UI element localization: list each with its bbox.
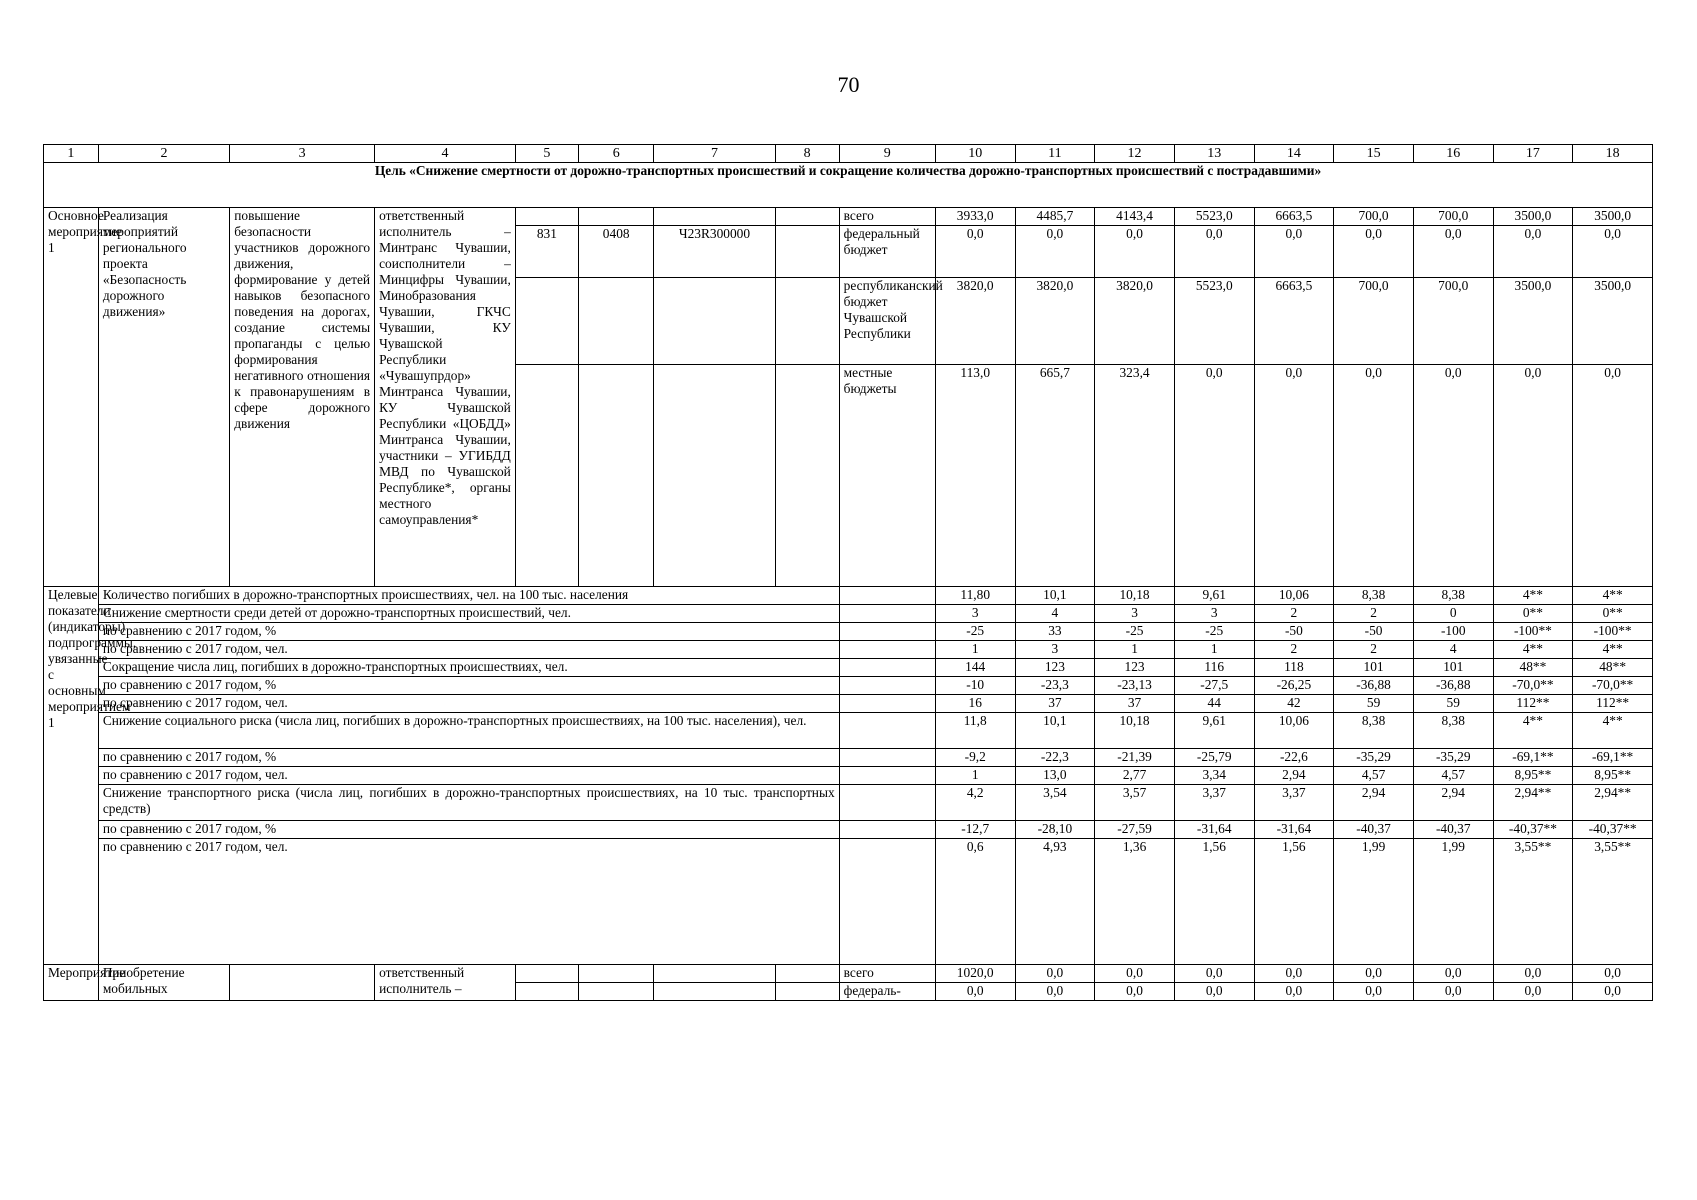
value-cell: -28,10 <box>1015 821 1095 839</box>
value-cell: -69,1** <box>1573 749 1653 767</box>
value-cell: 0,0 <box>1015 965 1095 983</box>
column-number: 14 <box>1254 145 1334 163</box>
value-cell: 1,36 <box>1095 839 1175 965</box>
value-cell: 8,95** <box>1493 767 1573 785</box>
value-cell: 10,1 <box>1015 587 1095 605</box>
value-cell: 0,0 <box>1095 226 1175 278</box>
value-cell: 665,7 <box>1015 365 1095 587</box>
funding-source: федераль- <box>839 983 935 1001</box>
value-cell: 6663,5 <box>1254 278 1334 365</box>
value-cell: 37 <box>1095 695 1175 713</box>
value-cell: 116 <box>1174 659 1254 677</box>
value-cell: 700,0 <box>1413 208 1493 226</box>
empty-cell <box>839 659 935 677</box>
value-cell: 1020,0 <box>935 965 1015 983</box>
value-cell: 10,06 <box>1254 587 1334 605</box>
value-cell: 1 <box>935 767 1015 785</box>
value-cell: -40,37** <box>1493 821 1573 839</box>
value-cell: 9,61 <box>1174 587 1254 605</box>
value-cell: 4,2 <box>935 785 1015 821</box>
goal-row <box>44 163 1653 208</box>
value-cell: 0,0 <box>1413 983 1493 1001</box>
value-cell: 700,0 <box>1334 278 1414 365</box>
value-cell: 0,6 <box>935 839 1015 965</box>
value-cell: 0,0 <box>935 983 1015 1001</box>
funding-source: всего <box>839 965 935 983</box>
grbs-code: 831 <box>515 226 578 278</box>
column-number: 1 <box>44 145 99 163</box>
indicator-row <box>44 659 1653 677</box>
activity-type: Основное мероприятие 1 <box>44 208 99 587</box>
value-cell: 3 <box>935 605 1015 623</box>
value-cell: -25 <box>1174 623 1254 641</box>
empty-cell <box>839 749 935 767</box>
indicator-row <box>44 641 1653 659</box>
value-cell: 0,0 <box>1493 965 1573 983</box>
value-cell: 113,0 <box>935 365 1015 587</box>
value-cell: -31,64 <box>1254 821 1334 839</box>
value-cell: 0,0 <box>1254 965 1334 983</box>
value-cell: 3,55** <box>1573 839 1653 965</box>
value-cell: 8,38 <box>1413 713 1493 749</box>
value-cell: 0,0 <box>1334 965 1414 983</box>
empty-cell <box>775 365 839 587</box>
value-cell: 0** <box>1573 605 1653 623</box>
value-cell: 0,0 <box>1413 965 1493 983</box>
value-cell: 3,55** <box>1493 839 1573 965</box>
empty-cell <box>839 605 935 623</box>
empty-cell <box>839 839 935 965</box>
empty-cell <box>839 767 935 785</box>
value-cell: -70,0** <box>1573 677 1653 695</box>
value-cell: 2 <box>1254 641 1334 659</box>
value-cell: 13,0 <box>1015 767 1095 785</box>
indicator-label: по сравнению с 2017 годом, чел. <box>98 767 839 785</box>
indicator-label: по сравнению с 2017 годом, % <box>98 749 839 767</box>
value-cell: 2 <box>1334 641 1414 659</box>
value-cell: -70,0** <box>1493 677 1573 695</box>
value-cell: -27,59 <box>1095 821 1175 839</box>
indicators-title: Целевые показатели (индикаторы) подпрограммы, увязанные с основным мероприятием 1 <box>44 587 99 965</box>
value-cell: 2,94** <box>1493 785 1573 821</box>
value-cell: 3,57 <box>1095 785 1175 821</box>
value-cell: 48** <box>1573 659 1653 677</box>
value-cell: 0,0 <box>1573 365 1653 587</box>
indicator-label: Количество погибших в дорожно-транспортных происшествиях, чел. на 100 тыс. населения <box>98 587 839 605</box>
value-cell: 3820,0 <box>935 278 1015 365</box>
value-cell: 3 <box>1015 641 1095 659</box>
value-cell: 700,0 <box>1334 208 1414 226</box>
value-cell: -21,39 <box>1095 749 1175 767</box>
value-cell: 3500,0 <box>1493 208 1573 226</box>
column-number: 8 <box>775 145 839 163</box>
empty-cell <box>775 983 839 1001</box>
value-cell: 4** <box>1573 713 1653 749</box>
value-cell: -26,25 <box>1254 677 1334 695</box>
empty-cell <box>839 623 935 641</box>
indicator-label: по сравнению с 2017 годом, чел. <box>98 641 839 659</box>
value-cell: -23,3 <box>1015 677 1095 695</box>
value-cell: -23,13 <box>1095 677 1175 695</box>
value-cell: 8,38 <box>1413 587 1493 605</box>
column-number: 10 <box>935 145 1015 163</box>
column-number: 9 <box>839 145 935 163</box>
column-number: 17 <box>1493 145 1573 163</box>
empty-cell <box>578 278 654 365</box>
value-cell: -25 <box>1095 623 1175 641</box>
value-cell: 3500,0 <box>1573 278 1653 365</box>
value-cell: -31,64 <box>1174 821 1254 839</box>
value-cell: 8,38 <box>1334 587 1414 605</box>
value-cell: -10 <box>935 677 1015 695</box>
value-cell: 37 <box>1015 695 1095 713</box>
empty-cell <box>578 965 654 983</box>
value-cell: 112** <box>1573 695 1653 713</box>
value-cell: 0,0 <box>1334 365 1414 587</box>
empty-cell <box>839 785 935 821</box>
value-cell: 10,18 <box>1095 713 1175 749</box>
value-cell: 118 <box>1254 659 1334 677</box>
indicator-row <box>44 767 1653 785</box>
value-cell: 2 <box>1254 605 1334 623</box>
value-cell: 11,8 <box>935 713 1015 749</box>
value-cell: -25 <box>935 623 1015 641</box>
empty-cell <box>578 365 654 587</box>
indicator-row <box>44 605 1653 623</box>
value-cell: 4,57 <box>1413 767 1493 785</box>
table-row <box>44 965 1653 983</box>
value-cell: 1,56 <box>1174 839 1254 965</box>
value-cell: 10,1 <box>1015 713 1095 749</box>
value-cell: 0,0 <box>1493 226 1573 278</box>
value-cell: 2,77 <box>1095 767 1175 785</box>
empty-cell <box>775 965 839 983</box>
value-cell: -40,37 <box>1334 821 1414 839</box>
value-cell: 2,94 <box>1334 785 1414 821</box>
value-cell: 42 <box>1254 695 1334 713</box>
value-cell: 0,0 <box>935 226 1015 278</box>
value-cell: 16 <box>935 695 1015 713</box>
value-cell: -100** <box>1573 623 1653 641</box>
value-cell: 10,06 <box>1254 713 1334 749</box>
funding-source: всего <box>839 208 935 226</box>
value-cell: 2,94 <box>1254 767 1334 785</box>
table-body <box>44 145 1653 1001</box>
value-cell: 3933,0 <box>935 208 1015 226</box>
empty-cell <box>515 278 578 365</box>
empty-cell <box>578 983 654 1001</box>
value-cell: 0 <box>1413 605 1493 623</box>
value-cell: 33 <box>1015 623 1095 641</box>
value-cell: 4485,7 <box>1015 208 1095 226</box>
value-cell: 1,56 <box>1254 839 1334 965</box>
value-cell: 4** <box>1573 641 1653 659</box>
value-cell: 10,18 <box>1095 587 1175 605</box>
activity-executors: ответственный исполнитель – Минтранс Чувашии, соисполнители – Минцифры Чувашии, Минобразования Чувашии, ГКЧС Чувашии, КУ Чувашской Республики «Чувашупрдор» Минтранса Чувашии, КУ Чувашской Республики «ЦОБДД» Минтранса Чувашии, участники – УГИБДД МВД по Чувашской Республике*, органы местного самоуправления* <box>375 208 516 587</box>
value-cell: 1 <box>1174 641 1254 659</box>
goal-title: Цель «Снижение смертности от дорожно-транспортных происшествий и сокращение количества дорожно-транспортных происшествий с пострадавшими» <box>44 163 1653 208</box>
activity-type: Мероприятие <box>44 965 99 1001</box>
value-cell: 48** <box>1493 659 1573 677</box>
value-cell: -9,2 <box>935 749 1015 767</box>
program-table <box>43 144 1653 1001</box>
value-cell: 0,0 <box>1254 983 1334 1001</box>
value-cell: 5523,0 <box>1174 208 1254 226</box>
value-cell: 144 <box>935 659 1015 677</box>
value-cell: 123 <box>1015 659 1095 677</box>
page-number: 70 <box>837 72 860 97</box>
value-cell: 8,38 <box>1334 713 1414 749</box>
value-cell: 0,0 <box>1015 983 1095 1001</box>
empty-cell <box>654 278 775 365</box>
value-cell: 101 <box>1413 659 1493 677</box>
value-cell: 3820,0 <box>1015 278 1095 365</box>
column-number: 12 <box>1095 145 1175 163</box>
indicator-label: Снижение транспортного риска (числа лиц, погибших в дорожно-транспортных происшествиях, на 10 тыс. транспортных средств) <box>98 785 839 821</box>
value-cell: 4,57 <box>1334 767 1414 785</box>
value-cell: -27,5 <box>1174 677 1254 695</box>
value-cell: 3,54 <box>1015 785 1095 821</box>
empty-cell <box>839 587 935 605</box>
indicator-row <box>44 587 1653 605</box>
value-cell: 0,0 <box>1254 226 1334 278</box>
value-cell: -40,37 <box>1413 821 1493 839</box>
indicator-label: по сравнению с 2017 годом, % <box>98 821 839 839</box>
value-cell: -40,37** <box>1573 821 1653 839</box>
value-cell: 4,93 <box>1015 839 1095 965</box>
value-cell: 0,0 <box>1493 365 1573 587</box>
value-cell: 112** <box>1493 695 1573 713</box>
value-cell: 8,95** <box>1573 767 1653 785</box>
value-cell: 2 <box>1334 605 1414 623</box>
value-cell: 9,61 <box>1174 713 1254 749</box>
indicator-row <box>44 749 1653 767</box>
column-number: 7 <box>654 145 775 163</box>
value-cell: -12,7 <box>935 821 1015 839</box>
value-cell: 59 <box>1334 695 1414 713</box>
value-cell: 0,0 <box>1015 226 1095 278</box>
value-cell: 0,0 <box>1334 983 1414 1001</box>
value-cell: 4143,4 <box>1095 208 1175 226</box>
value-cell: 0,0 <box>1174 365 1254 587</box>
value-cell: 0,0 <box>1413 365 1493 587</box>
value-cell: 5523,0 <box>1174 278 1254 365</box>
empty-cell <box>775 208 839 226</box>
empty-cell <box>839 821 935 839</box>
indicator-row <box>44 785 1653 821</box>
indicator-label: по сравнению с 2017 годом, % <box>98 677 839 695</box>
empty-cell <box>654 365 775 587</box>
indicator-label: по сравнению с 2017 годом, % <box>98 623 839 641</box>
empty-cell <box>654 983 775 1001</box>
empty-cell <box>839 713 935 749</box>
funding-source: республиканский бюджет Чувашской Республики <box>839 278 935 365</box>
column-number: 13 <box>1174 145 1254 163</box>
empty-cell <box>654 208 775 226</box>
funding-source: местные бюджеты <box>839 365 935 587</box>
value-cell: 3 <box>1174 605 1254 623</box>
value-cell: 0,0 <box>1573 965 1653 983</box>
value-cell: -69,1** <box>1493 749 1573 767</box>
column-number: 11 <box>1015 145 1095 163</box>
value-cell: -50 <box>1334 623 1414 641</box>
empty-cell <box>775 278 839 365</box>
indicator-row <box>44 839 1653 965</box>
value-cell: 3,37 <box>1254 785 1334 821</box>
empty-cell <box>578 208 654 226</box>
column-number: 4 <box>375 145 516 163</box>
empty-cell <box>654 965 775 983</box>
empty-cell <box>515 965 578 983</box>
value-cell: 3,37 <box>1174 785 1254 821</box>
column-number: 3 <box>230 145 375 163</box>
value-cell: 0,0 <box>1493 983 1573 1001</box>
empty-cell <box>839 677 935 695</box>
column-number-row <box>44 145 1653 163</box>
value-cell: 4 <box>1015 605 1095 623</box>
activity-executors: ответственный исполнитель – <box>375 965 516 1001</box>
section-code: 0408 <box>578 226 654 278</box>
value-cell: 123 <box>1095 659 1175 677</box>
value-cell: 1,99 <box>1413 839 1493 965</box>
indicator-label: Сокращение числа лиц, погибших в дорожно-транспортных происшествиях, чел. <box>98 659 839 677</box>
indicator-row <box>44 713 1653 749</box>
value-cell: 0,0 <box>1254 365 1334 587</box>
indicator-row <box>44 695 1653 713</box>
value-cell: 323,4 <box>1095 365 1175 587</box>
empty-cell <box>515 983 578 1001</box>
value-cell: 59 <box>1413 695 1493 713</box>
empty-cell <box>230 965 375 1001</box>
value-cell: 0,0 <box>1174 965 1254 983</box>
value-cell: -35,29 <box>1413 749 1493 767</box>
value-cell: -35,29 <box>1334 749 1414 767</box>
target-article-code: Ч23R300000 <box>654 226 775 278</box>
column-number: 16 <box>1413 145 1493 163</box>
value-cell: 2,94** <box>1573 785 1653 821</box>
value-cell: -36,88 <box>1334 677 1414 695</box>
value-cell: -36,88 <box>1413 677 1493 695</box>
indicator-row <box>44 821 1653 839</box>
value-cell: 4** <box>1493 587 1573 605</box>
activity-name: Приобретение мобильных <box>98 965 229 1001</box>
value-cell: 0,0 <box>1573 226 1653 278</box>
value-cell: 0,0 <box>1174 983 1254 1001</box>
value-cell: -100 <box>1413 623 1493 641</box>
value-cell: 1 <box>1095 641 1175 659</box>
value-cell: 4** <box>1493 713 1573 749</box>
empty-cell <box>515 208 578 226</box>
indicator-label: по сравнению с 2017 годом, чел. <box>98 695 839 713</box>
empty-cell <box>775 226 839 278</box>
value-cell: -50 <box>1254 623 1334 641</box>
value-cell: 101 <box>1334 659 1414 677</box>
indicator-label: Снижение социального риска (числа лиц, погибших в дорожно-транспортных происшествиях, на 100 тыс. населения), чел. <box>98 713 839 749</box>
value-cell: 3,34 <box>1174 767 1254 785</box>
column-number: 15 <box>1334 145 1414 163</box>
indicator-row <box>44 623 1653 641</box>
value-cell: 0,0 <box>1413 226 1493 278</box>
value-cell: 6663,5 <box>1254 208 1334 226</box>
value-cell: 11,80 <box>935 587 1015 605</box>
activity-name: Реализация мероприятий регионального проекта «Безопасность дорожного движения» <box>98 208 229 587</box>
value-cell: -100** <box>1493 623 1573 641</box>
empty-cell <box>515 365 578 587</box>
value-cell: 3 <box>1095 605 1175 623</box>
column-number: 2 <box>98 145 229 163</box>
indicator-label: Снижение смертности среди детей от дорожно-транспортных происшествий, чел. <box>98 605 839 623</box>
indicator-row <box>44 677 1653 695</box>
value-cell: 4** <box>1493 641 1573 659</box>
value-cell: -22,3 <box>1015 749 1095 767</box>
table-row <box>44 208 1653 226</box>
value-cell: 3500,0 <box>1573 208 1653 226</box>
indicator-label: по сравнению с 2017 годом, чел. <box>98 839 839 965</box>
value-cell: -25,79 <box>1174 749 1254 767</box>
value-cell: 4 <box>1413 641 1493 659</box>
value-cell: 0,0 <box>1095 983 1175 1001</box>
value-cell: 0,0 <box>1095 965 1175 983</box>
funding-source: федеральный бюджет <box>839 226 935 278</box>
column-number: 18 <box>1573 145 1653 163</box>
value-cell: 2,94 <box>1413 785 1493 821</box>
value-cell: -22,6 <box>1254 749 1334 767</box>
value-cell: 0** <box>1493 605 1573 623</box>
value-cell: 700,0 <box>1413 278 1493 365</box>
value-cell: 1 <box>935 641 1015 659</box>
value-cell: 0,0 <box>1334 226 1414 278</box>
value-cell: 4** <box>1573 587 1653 605</box>
value-cell: 0,0 <box>1573 983 1653 1001</box>
column-number: 5 <box>515 145 578 163</box>
value-cell: 44 <box>1174 695 1254 713</box>
empty-cell <box>839 695 935 713</box>
value-cell: 3820,0 <box>1095 278 1175 365</box>
value-cell: 1,99 <box>1334 839 1414 965</box>
activity-goal: повышение безопасности участников дорожного движения, формирование у детей навыков безопасного поведения на дорогах, создание системы пропаганды с целью формирования негативного отношения к правонарушениям в сфере дорожного движения <box>230 208 375 587</box>
empty-cell <box>839 641 935 659</box>
column-number: 6 <box>578 145 654 163</box>
value-cell: 3500,0 <box>1493 278 1573 365</box>
value-cell: 0,0 <box>1174 226 1254 278</box>
